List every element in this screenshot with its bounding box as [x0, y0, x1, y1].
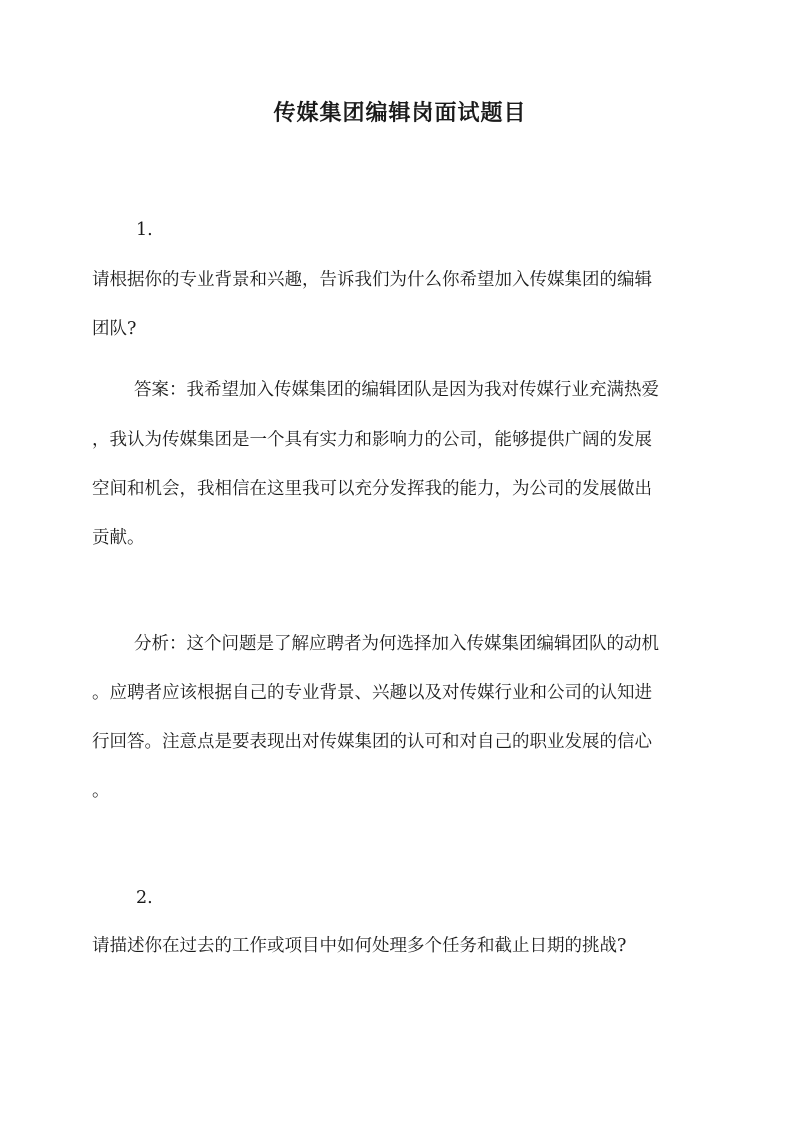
answer-1-line-2: ，我认为传媒集团是一个具有实力和影响力的公司，能够提供广阔的发展 — [92, 430, 652, 450]
answer-1-line-3: 空间和机会，我相信在这里我可以充分发挥我的能力，为公司的发展做出 — [92, 479, 652, 499]
answer-1-line-4: 贡献。 — [92, 528, 145, 548]
analysis-1-line-2: 。应聘者应该根据自己的专业背景、兴趣以及对传媒行业和公司的认知进 — [92, 683, 652, 703]
document-title: 传媒集团编辑岗面试题目 — [273, 100, 527, 126]
analysis-1-line-1: 分析：这个问题是了解应聘者为何选择加入传媒集团编辑团队的动机 — [134, 634, 659, 654]
question-1-line-1: 请根据你的专业背景和兴趣，告诉我们为什么你希望加入传媒集团的编辑 — [92, 270, 652, 290]
question-1-line-2: 团队? — [92, 319, 137, 339]
question-1-number: 1. — [136, 220, 153, 240]
answer-1-line-1: 答案：我希望加入传媒集团的编辑团队是因为我对传媒行业充满热爱 — [134, 380, 659, 400]
analysis-1-line-4: 。 — [92, 781, 110, 801]
question-2-line-1: 请描述你在过去的工作或项目中如何处理多个任务和截止日期的挑战? — [92, 936, 627, 956]
analysis-1-line-3: 行回答。注意点是要表现出对传媒集团的认可和对自己的职业发展的信心 — [92, 732, 652, 752]
question-2-number: 2. — [136, 888, 153, 908]
